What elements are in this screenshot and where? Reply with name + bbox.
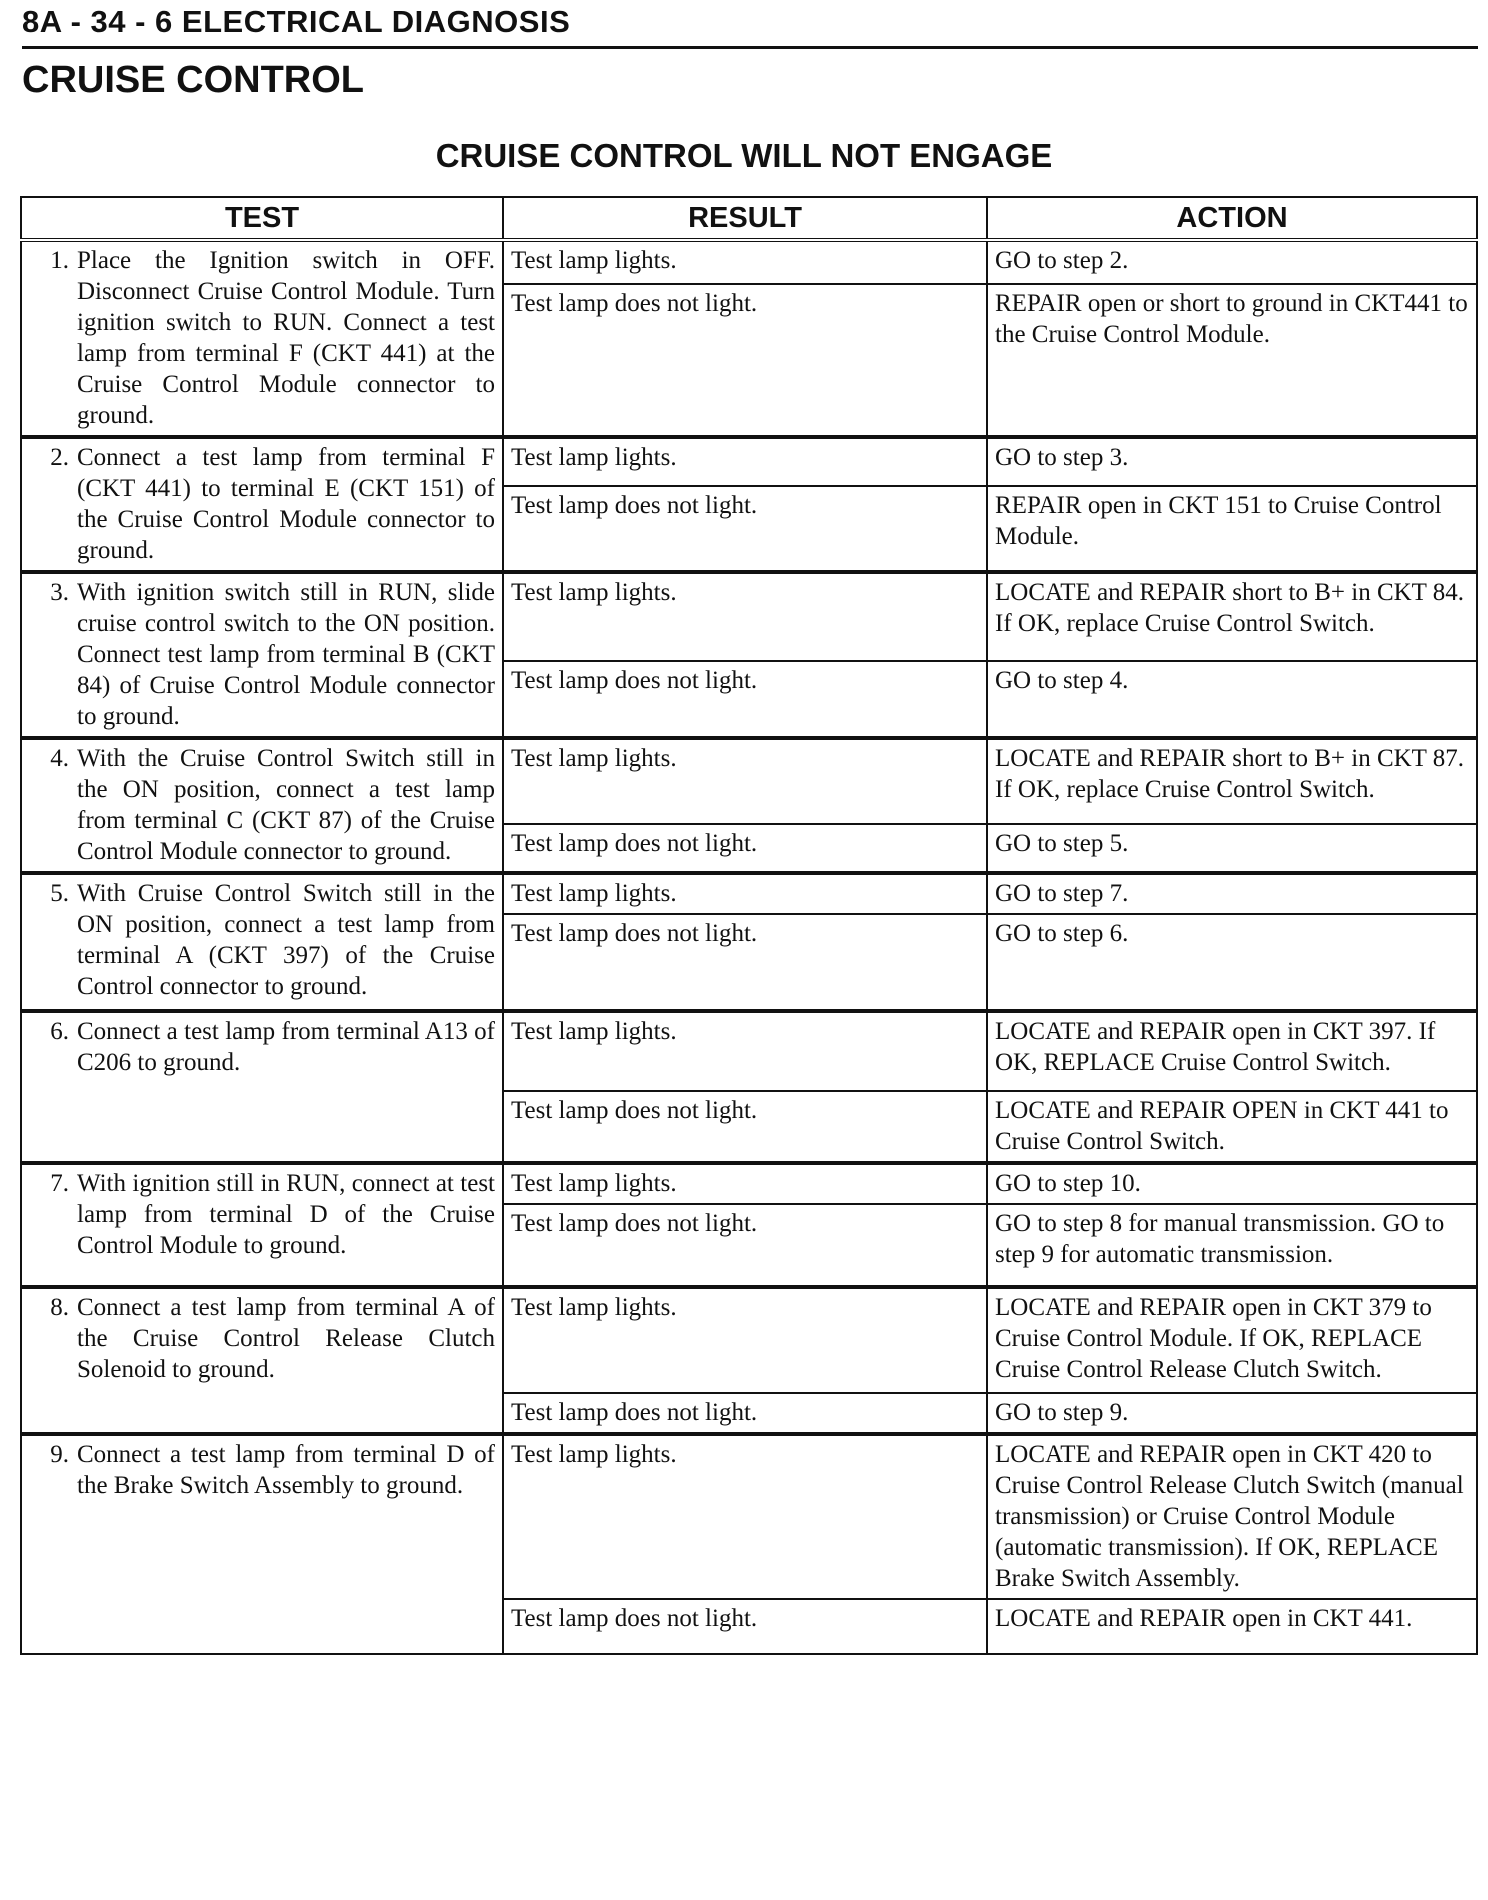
test-cell <box>21 738 503 873</box>
result-cell: Test lamp lights. <box>503 572 987 661</box>
step-number: 2. <box>50 444 69 471</box>
step-test-text: With the Cruise Control Switch still in the ON position, connect a test lamp from terminal C (CKT 87) of the Cruise Control Module connector to ground. <box>77 745 495 865</box>
action-cell: GO to step 10. <box>987 1163 1477 1204</box>
table-row <box>21 240 1477 284</box>
action-cell: LOCATE and REPAIR open in CKT 397. If OK, REPLACE Cruise Control Switch. <box>987 1011 1477 1091</box>
result-cell: Test lamp lights. <box>503 1287 987 1393</box>
step-test-text: With Cruise Control Switch still in the ON position, connect a test lamp from terminal A (CKT 397) of the Cruise Control connector to ground. <box>77 880 495 1000</box>
action-cell: LOCATE and REPAIR OPEN in CKT 441 to Cruise Control Switch. <box>987 1091 1477 1163</box>
action-cell: LOCATE and REPAIR short to B+ in CKT 84. If OK, replace Cruise Control Switch. <box>987 572 1477 661</box>
step-number: 1. <box>50 247 69 274</box>
action-cell: GO to step 9. <box>987 1393 1477 1434</box>
result-cell: Test lamp does not light. <box>503 1091 987 1163</box>
action-cell: REPAIR open in CKT 151 to Cruise Control Module. <box>987 486 1477 572</box>
step-number: 4. <box>50 745 69 772</box>
step-test-text: Connect a test lamp from terminal A13 of C206 to ground. <box>77 1018 495 1076</box>
step-number: 3. <box>50 579 69 606</box>
step-number: 9. <box>50 1441 69 1468</box>
action-cell: LOCATE and REPAIR open in CKT 420 to Cruise Control Release Clutch Switch (manual transmission) or Cruise Control Module (automatic transmission). If OK, REPLACE Brake Switch Assembly. <box>987 1434 1477 1599</box>
table-row <box>21 1011 1477 1091</box>
test-cell <box>21 240 503 437</box>
step-test-text: With ignition switch still in RUN, slide cruise control switch to the ON position. Connect test lamp from terminal B (CKT 84) of Cruise Control Module connector to ground. <box>77 579 495 730</box>
action-cell: REPAIR open or short to ground in CKT441 to the Cruise Control Module. <box>987 284 1477 437</box>
step-test-text: Connect a test lamp from terminal A of the Cruise Control Release Clutch Solenoid to ground. <box>77 1294 495 1383</box>
test-cell <box>21 437 503 572</box>
step-test-text: Connect a test lamp from terminal F (CKT 441) to terminal E (CKT 151) of the Cruise Control Module connector to ground. <box>77 444 495 564</box>
table-row <box>21 1287 1477 1393</box>
test-cell <box>21 572 503 738</box>
table-row <box>21 1163 1477 1204</box>
result-cell: Test lamp does not light. <box>503 1393 987 1434</box>
table-row <box>21 437 1477 486</box>
result-cell: Test lamp lights. <box>503 240 987 284</box>
result-cell: Test lamp does not light. <box>503 284 987 437</box>
page-header: 8A - 34 - 6 ELECTRICAL DIAGNOSIS <box>22 2 1478 49</box>
section-title: CRUISE CONTROL <box>22 59 364 101</box>
result-cell: Test lamp does not light. <box>503 486 987 572</box>
result-cell: Test lamp lights. <box>503 1434 987 1599</box>
action-cell: GO to step 6. <box>987 914 1477 1011</box>
column-header-test: TEST <box>21 197 503 240</box>
step-number: 8. <box>50 1294 69 1321</box>
result-cell: Test lamp lights. <box>503 738 987 824</box>
test-cell <box>21 873 503 1011</box>
test-cell <box>21 1011 503 1163</box>
action-cell: GO to step 8 for manual transmission. GO to step 9 for automatic transmission. <box>987 1204 1477 1287</box>
action-cell: LOCATE and REPAIR open in CKT 441. <box>987 1599 1477 1654</box>
test-cell <box>21 1163 503 1287</box>
action-cell: LOCATE and REPAIR short to B+ in CKT 87. If OK, replace Cruise Control Switch. <box>987 738 1477 824</box>
result-cell: Test lamp lights. <box>503 873 987 914</box>
result-cell: Test lamp lights. <box>503 1163 987 1204</box>
step-number: 6. <box>50 1018 69 1045</box>
action-cell: GO to step 3. <box>987 437 1477 486</box>
result-cell: Test lamp lights. <box>503 1011 987 1091</box>
test-cell <box>21 1287 503 1434</box>
table-body <box>21 240 1477 1654</box>
action-cell: GO to step 7. <box>987 873 1477 914</box>
column-header-result: RESULT <box>503 197 987 240</box>
result-cell: Test lamp does not light. <box>503 661 987 738</box>
table-row <box>21 1434 1477 1599</box>
action-cell: GO to step 4. <box>987 661 1477 738</box>
diagnosis-table <box>20 196 1478 1655</box>
step-number: 7. <box>50 1170 69 1197</box>
step-test-text: Place the Ignition switch in OFF. Disconnect Cruise Control Module. Turn ignition switch to RUN. Connect a test lamp from terminal F (CKT 441) at the Cruise Control Module connector to ground. <box>77 247 495 429</box>
step-test-text: With ignition still in RUN, connect at test lamp from terminal D of the Cruise Control Module to ground. <box>77 1170 495 1259</box>
column-header-action: ACTION <box>987 197 1477 240</box>
table-row <box>21 738 1477 824</box>
table-row <box>21 873 1477 914</box>
result-cell: Test lamp does not light. <box>503 914 987 1011</box>
action-cell: GO to step 5. <box>987 824 1477 873</box>
result-cell: Test lamp lights. <box>503 437 987 486</box>
table-row <box>21 572 1477 661</box>
table-header-row <box>21 197 1477 240</box>
test-cell <box>21 1434 503 1654</box>
action-cell: LOCATE and REPAIR open in CKT 379 to Cruise Control Module. If OK, REPLACE Cruise Control Release Clutch Switch. <box>987 1287 1477 1393</box>
result-cell: Test lamp does not light. <box>503 1204 987 1287</box>
step-test-text: Connect a test lamp from terminal D of the Brake Switch Assembly to ground. <box>77 1441 495 1499</box>
result-cell: Test lamp does not light. <box>503 1599 987 1654</box>
action-cell: GO to step 2. <box>987 240 1477 284</box>
table-title: CRUISE CONTROL WILL NOT ENGAGE <box>435 137 1053 174</box>
result-cell: Test lamp does not light. <box>503 824 987 873</box>
step-number: 5. <box>50 880 69 907</box>
